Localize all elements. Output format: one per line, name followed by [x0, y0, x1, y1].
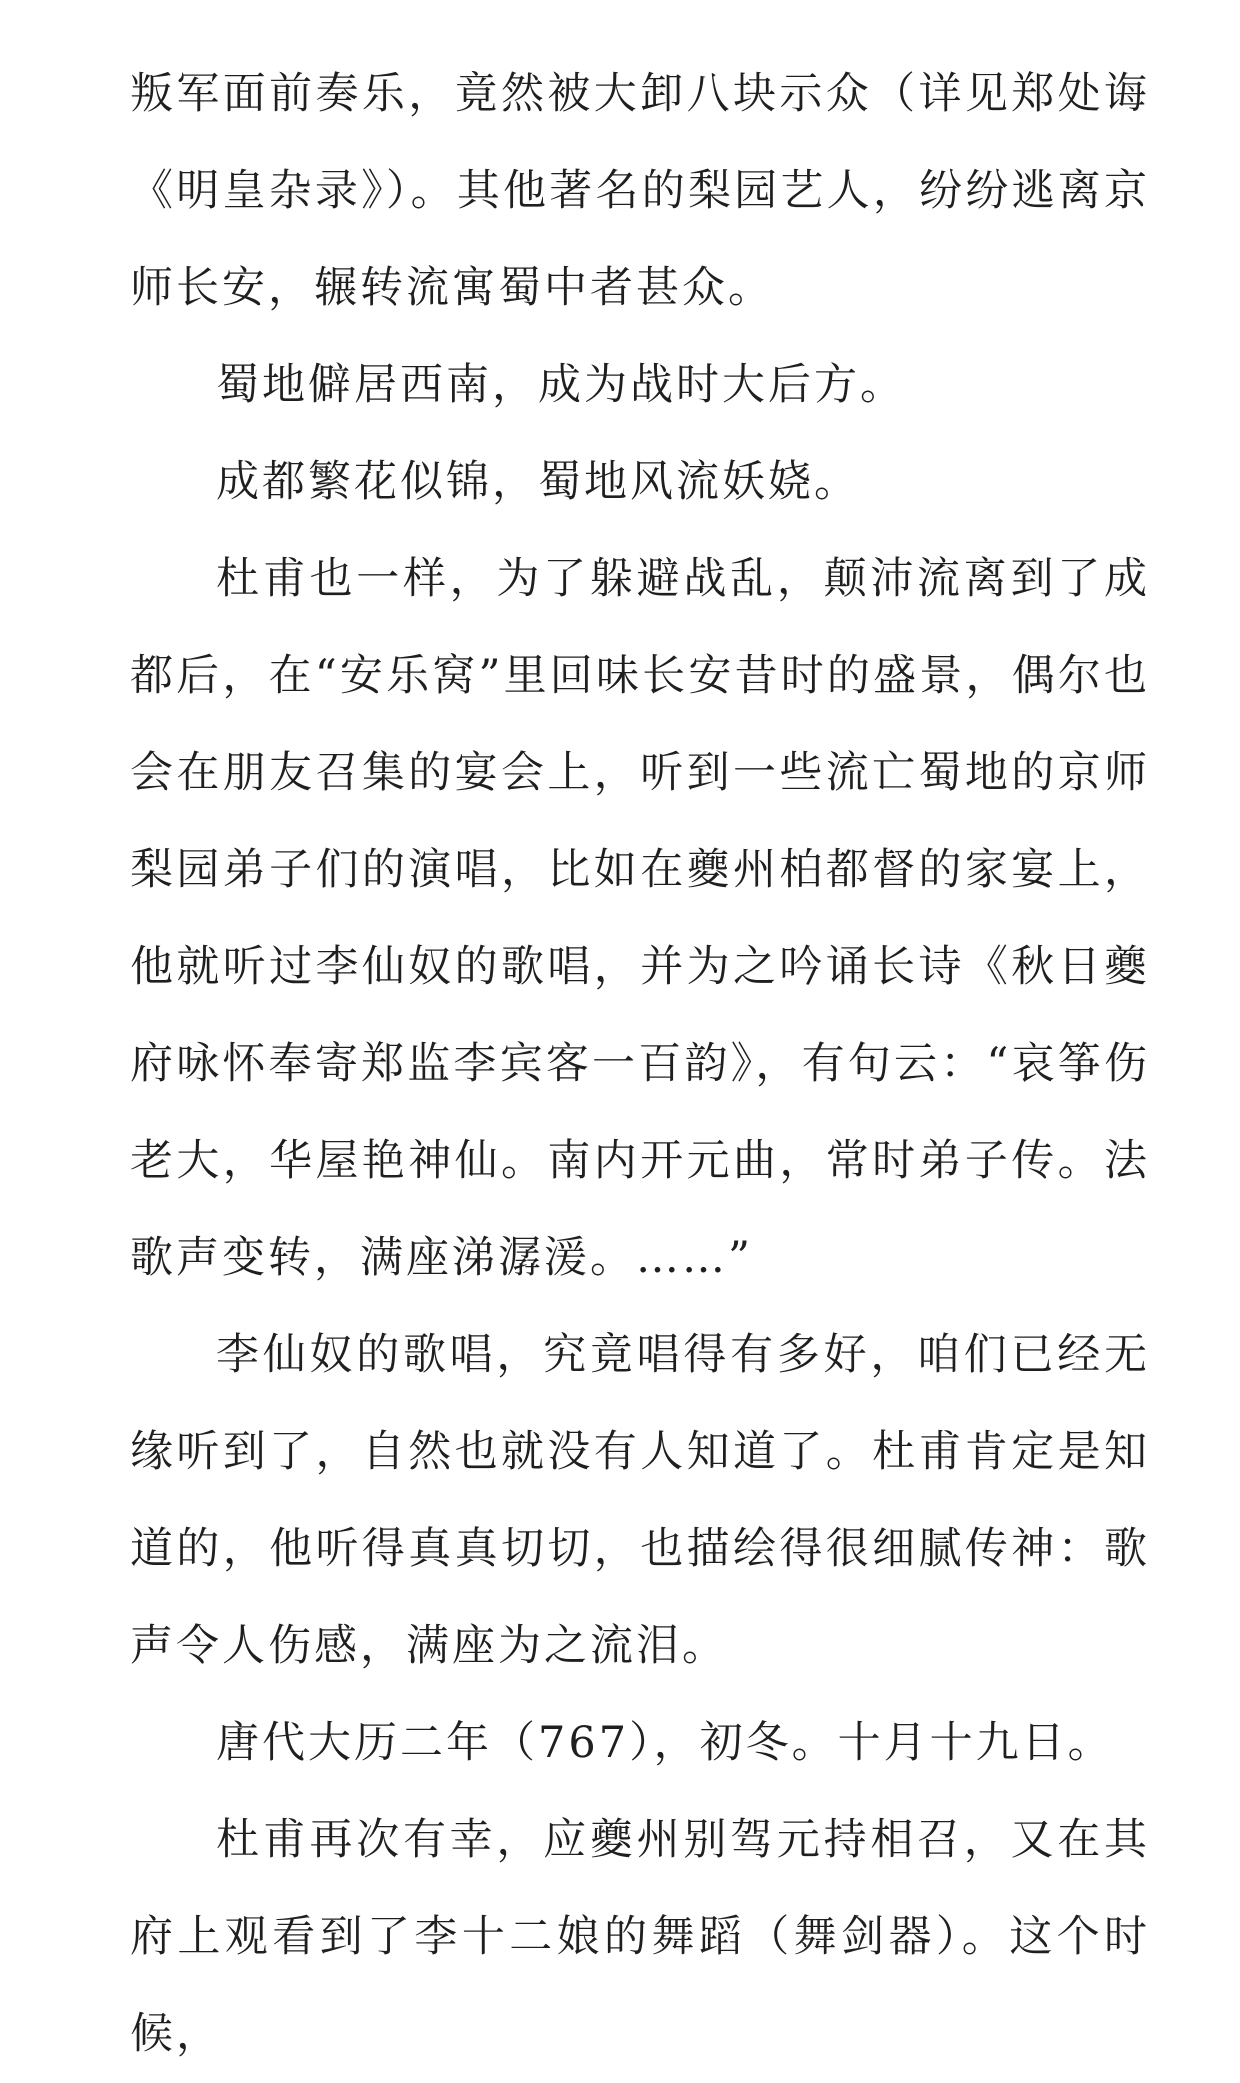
paragraph-5: 李仙奴的歌唱，究竟唱得有多好，咱们已经无缘听到了，自然也就没有人知道了。杜甫肯定是知道的，他听得真真切切，也描绘得很细腻传神：歌声令人伤感，满座为之流泪。 — [130, 1330, 1150, 1671]
paragraph-1: 叛军面前奏乐，竟然被大卸八块示众（详见郑处诲《明皇杂录》）。其他著名的梨园艺人，纷纷逃离京师长安，辗转流寓蜀中者甚众。 — [130, 69, 1150, 313]
paragraph-3: 成都繁花似锦，蜀地风流妖娆。 — [216, 457, 860, 507]
body-text — [130, 46, 1150, 2083]
paragraph-7: 杜甫再次有幸，应夔州别驾元持相召，又在其府上观看到了李十二娘的舞蹈（舞剑器）。这个时候， — [130, 1815, 1150, 2059]
paragraph-2: 蜀地僻居西南，成为战时大后方。 — [216, 360, 906, 410]
paragraph-6: 唐代大历二年（767），初冬。十月十九日。 — [216, 1718, 1114, 1768]
paragraph-4: 杜甫也一样，为了躲避战乱，颠沛流离到了成都后，在“安乐窝”里回味长安昔时的盛景，偶尔也会在朋友召集的宴会上，听到一些流亡蜀地的京师梨园弟子们的演唱，比如在夔州柏都督的家宴上，他就听过李仙奴的歌唱，并为之吟诵长诗《秋日夔府咏怀奉寄郑监李宾客一百韵》，有句云：“哀筝伤老大，华屋艳神仙。南内开元曲，常时弟子传。法歌声变转，满座涕潺湲。……” — [130, 554, 1150, 1283]
